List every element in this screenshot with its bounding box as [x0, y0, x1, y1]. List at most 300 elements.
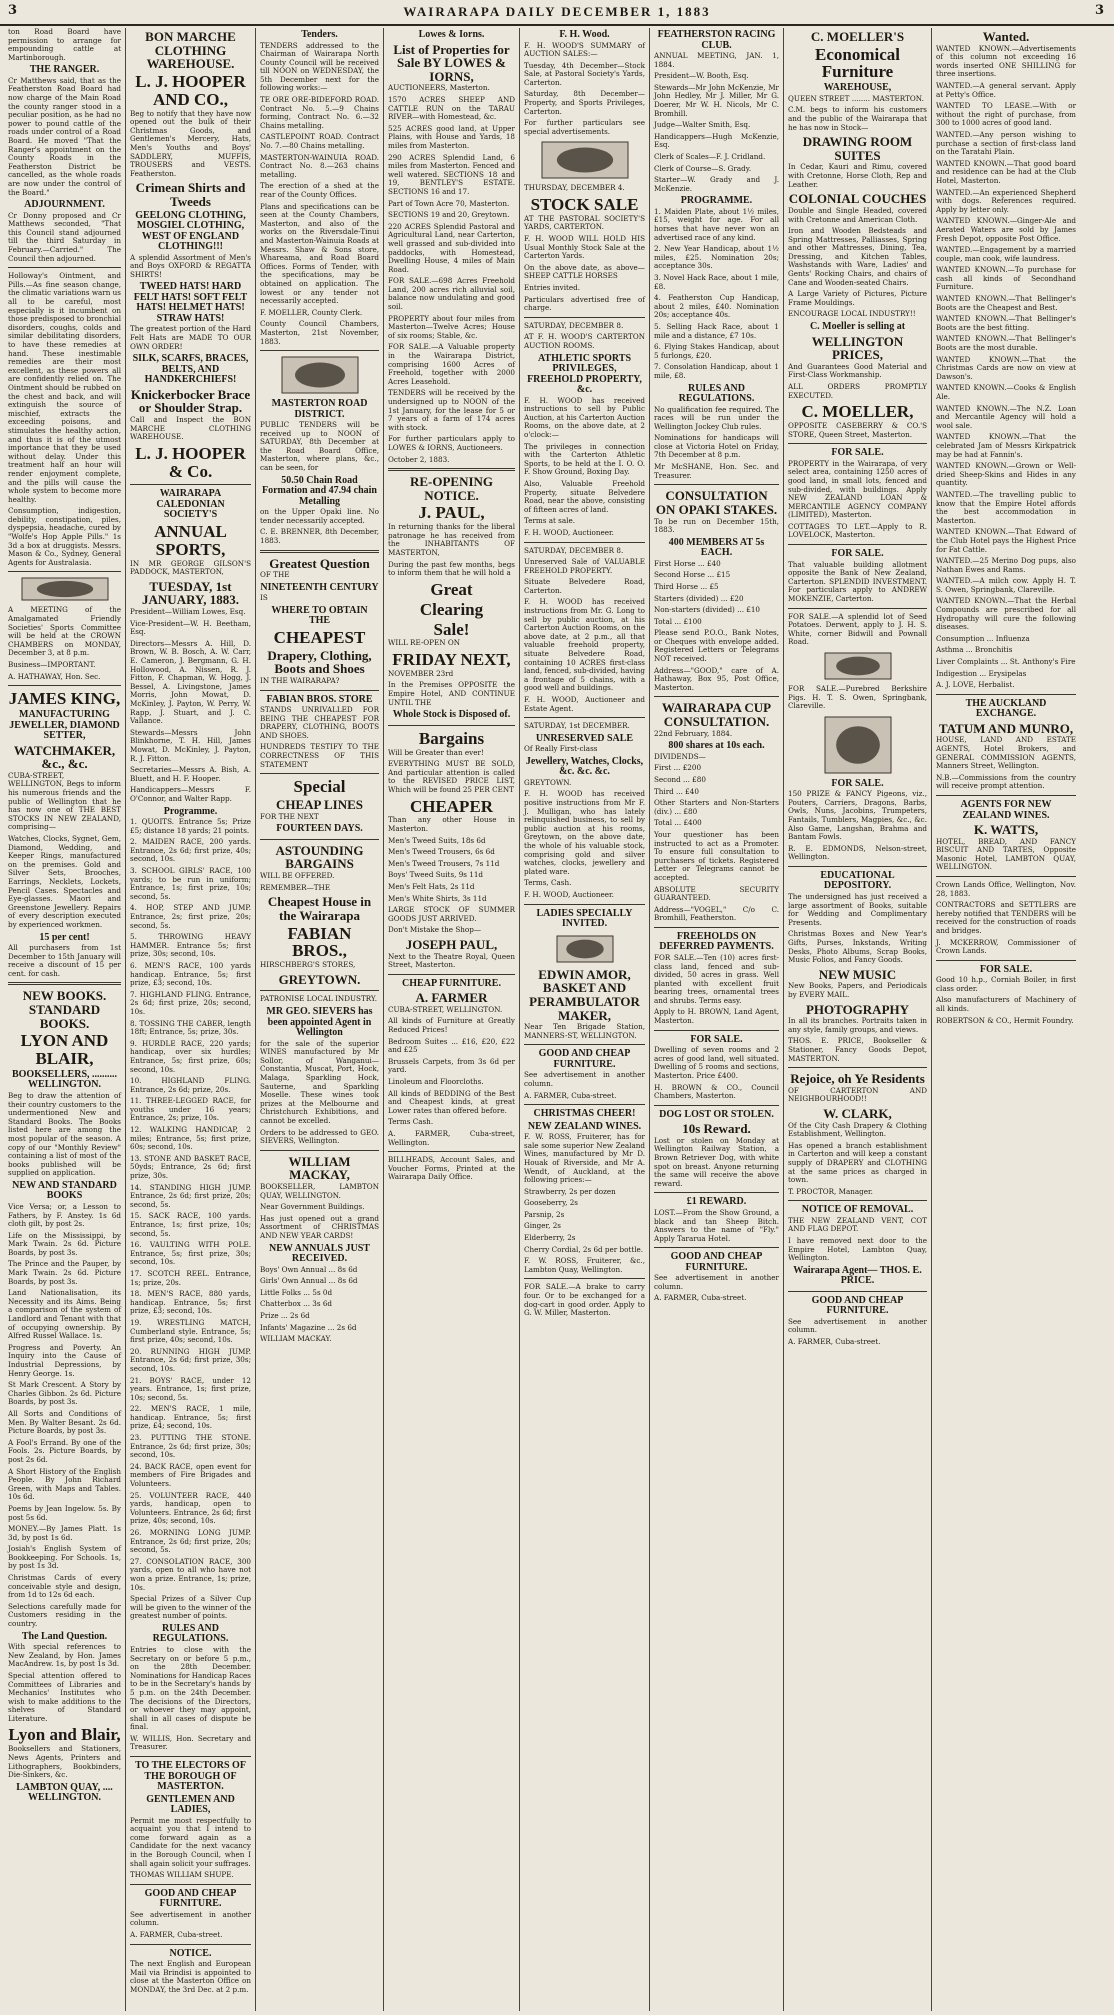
- text-paragraph: QUEEN STREET ........ MASTERTON.: [788, 93, 924, 103]
- text-paragraph: OF THE: [260, 570, 290, 580]
- ad-heading: TO THE ELECTORS OF THE BOROUGH OF MASTERTON.: [135, 1760, 246, 1793]
- text-paragraph: IS: [260, 593, 268, 603]
- text-paragraph: WANTED KNOWN.—Cooks & English Ale.: [936, 383, 1076, 402]
- text-paragraph: 5. THROWING HEAVY HAMMER. Entrance 5s; first prize, 30s; second, 10s.: [130, 932, 251, 959]
- text-paragraph: Secretaries—Messrs A. Bish, A. Bluett, and H. F. Hooper.: [130, 765, 251, 783]
- text-paragraph: Address—"VOGEL," C/o C. Bromhill, Featherston.: [654, 904, 779, 923]
- text-paragraph: WANTED KNOWN.—To purchase for cash all kinds of Secondhand Furniture.: [936, 265, 1076, 292]
- text-paragraph: Land Nationalisation, its Necessity and its Aims. Being a comparison of the system of Landlord and Tenant with that of occupying ownership. By Alfred Russel Wallace. 1s.: [8, 1288, 121, 1341]
- ad-heading: FABIAN BROS.,: [287, 923, 352, 961]
- text-paragraph: Clerk of Scales—F. J. Cridland.: [654, 151, 766, 161]
- text-paragraph: Has opened a branch establishment in Carterton and will keep a constant supply of DRAPERY and CLOTHING at the same prices as charged in town.: [788, 1140, 927, 1185]
- text-paragraph: The privileges in connection with the Carterton Athletic Sports, to be held at the I. O. O. F. Show Ground, Boxing Day.: [524, 441, 645, 477]
- ad-heading: NEW ANNUALS JUST RECEIVED.: [269, 1242, 370, 1265]
- ad-heading: GOOD AND CHEAP FURNITURE.: [144, 1887, 237, 1910]
- ad-heading: FOR SALE.: [831, 447, 884, 459]
- text-paragraph: 7. Consolation Handicap, about 1 mile, £8.: [654, 362, 779, 380]
- text-paragraph: 4. Featherston Cup Handicap, about 2 miles, £40. Nomination 20s; acceptance 40s.: [654, 293, 779, 320]
- text-paragraph: 1. Maiden Plate, about 1½ miles, £15, weight for age. For all horses that have never won an advertised race of any kind.: [654, 206, 779, 242]
- text-paragraph: Will be Greater than ever!: [388, 747, 484, 757]
- column-divider: [260, 839, 379, 840]
- ad-heading: DRAWING ROOM SUITES: [802, 134, 913, 163]
- text-paragraph: Holloway's Ointment, and Pills.—As fine season change, the climatic variations warn us all to be careful, most especially is it incumbent on those predisposed to bronchial disorders, coughs, colds and similar debilitating disorders, to have these remedies at hand. These inestimable remedies are their most excellent, as these powers all are confidently relied on. The Ointment should be rubbed on the chest and back, and will extinguish the source of mischief, extracts the exceeding poisons, and stimulates the healthy action, and thus it is of the utmost importance that they be used without delay. Under this treatment half an hour will render enjoyment complete, and the pills will cause the whole system to become more healthy.: [8, 271, 121, 504]
- text-paragraph: Third Horse ... £5: [654, 581, 719, 591]
- ad-heading: Wairarapa Agent— THOS. E. PRICE.: [793, 1264, 922, 1287]
- text-paragraph: Permit me most respectfully to acquaint you that I intend to come forward again as a Candidate for the next vacancy in the Borough Council, when I shall again solicit your suffrages.: [130, 1815, 251, 1868]
- column-divider: [524, 717, 645, 718]
- text-paragraph: WANTED KNOWN.—That the Christmas Cards are now on view at Dawson's.: [936, 354, 1076, 381]
- text-paragraph: Strawberry, 2s per dozen: [524, 1186, 616, 1196]
- text-paragraph: Terms, Cash.: [524, 878, 572, 888]
- text-paragraph: See advertisement in another column.: [788, 1316, 927, 1335]
- ad-heading: CHEAP LINES: [275, 797, 364, 813]
- text-paragraph: STANDS UNRIVALLED FOR BEING THE CHEAPEST FOR DRAPERY, CLOTHING, BOOTS AND SHOES.: [260, 705, 379, 740]
- text-paragraph: PATRONISE LOCAL INDUSTRY.: [260, 994, 378, 1004]
- text-paragraph: Christmas Boxes and New Year's Gifts, Purses, Inkstands, Writing Desks, Photo Albums, Scrap Books, Music Folios, and Fancy Goods.: [788, 929, 927, 965]
- ad-heading: Tenders.: [301, 29, 338, 40]
- text-paragraph: N.B.—Commissions from the country will receive prompt attention.: [936, 772, 1076, 791]
- text-paragraph: ENCOURAGE LOCAL INDUSTRY!!: [788, 309, 916, 319]
- text-paragraph: A. FARMER, Cuba-street.: [130, 1929, 223, 1939]
- ad-heading: LYON AND BLAIR,: [20, 1031, 109, 1069]
- text-paragraph: Saturday, 8th December—Property, and Sports Privileges, Carterton.: [524, 89, 645, 116]
- ad-heading: GOOD AND CHEAP FURNITURE.: [538, 1048, 631, 1070]
- text-paragraph: Nominations for handicaps will close at Victoria Hotel on Friday, 7th December at 8 p.m.: [654, 433, 779, 460]
- text-paragraph: BILLHEADS, Account Sales, and Voucher Forms, Printed at the Wairarapa Daily Office.: [388, 1155, 515, 1182]
- column-divider: [8, 267, 121, 268]
- ad-heading: THE AUCKLAND EXCHANGE.: [965, 697, 1047, 720]
- text-paragraph: Business—IMPORTANT.: [8, 660, 96, 669]
- column-4: [384, 28, 520, 2011]
- ad-heading: DOG LOST OR STOLEN.: [659, 1108, 774, 1120]
- text-paragraph: MONEY.—By James Platt. 1s 3d, by post 1s 6d.: [8, 1524, 121, 1542]
- text-paragraph: 11. THREE-LEGGED RACE, for youths under 16 years; Entrance, 2s; prize, 10s.: [130, 1096, 251, 1123]
- text-paragraph: Stewards—Messrs John Blinkhorne, T. H. Hill, James Mowat, D. McKinley, J. Payton, R. J. Fitton.: [130, 727, 251, 763]
- text-paragraph: IN THE WAIRARAPA?: [260, 675, 340, 685]
- text-paragraph: Men's Tweed Trousers, 7s 11d: [388, 858, 500, 868]
- basket-perambulator-illustration: [555, 934, 615, 964]
- text-paragraph: New Books, Papers, and Periodicals by EVERY MAIL.: [788, 981, 927, 999]
- column-divider: [788, 866, 927, 867]
- text-paragraph: C.M. begs to inform his customers and the public of the Wairarapa that he has now in Stock—: [788, 105, 927, 132]
- text-paragraph: J. MCKERROW, Commissioner of Crown Lands.: [936, 937, 1076, 956]
- text-paragraph: A. FARMER, Cuba-street.: [788, 1337, 881, 1346]
- text-paragraph: CUBA-STREET, WELLINGTON.: [388, 1004, 503, 1014]
- text-paragraph: County Council Chambers, Masterton, 21st November, 1883.: [260, 319, 379, 346]
- text-paragraph: SATURDAY, DECEMBER 8.: [524, 545, 624, 555]
- text-paragraph: Consumption, indigestion, debility, constipation, piles, dyspepsia, headache, cured by "Wolfe's Hop Apple Pills." 1s 3d a box at druggists. Messrs. Mason & Co., Sydney, General Agents for Australasia.: [8, 506, 121, 567]
- ad-heading: The Land Question.: [21, 1630, 108, 1642]
- text-paragraph: Men's Tweed Trousers, 6s 6d: [388, 847, 495, 857]
- ad-heading: PROGRAMME.: [680, 195, 753, 207]
- text-paragraph: A. FARMER, Cuba-street.: [654, 1293, 747, 1303]
- ad-heading: C. MOELLER'S: [810, 29, 905, 44]
- text-paragraph: MASTERTON-WAINUIA ROAD. Contract No. 8.—263 chains metalling.: [260, 152, 379, 179]
- text-paragraph: 8. TOSSING THE CABER, length 18ft; Entrance, 5s; prize, 30s.: [130, 1018, 251, 1037]
- text-paragraph: Double and Single Headed, covered with Cretonne and American Cloth.: [788, 205, 927, 224]
- text-paragraph: Cherry Cordial, 2s 6d per bottle.: [524, 1244, 644, 1254]
- text-paragraph: F. H. WOOD, Auctioneer.: [524, 890, 614, 899]
- page-number-left: 3: [8, 3, 18, 18]
- text-paragraph: CASTLEPOINT ROAD. Contract No. 7.—80 Chains metalling.: [260, 132, 379, 151]
- text-paragraph: Poems by Jean Ingelow. 5s. By post 5s 6d.: [8, 1503, 121, 1522]
- text-paragraph: HOUSE, LAND AND ESTATE AGENTS, Hotel Brokers, and GENERAL COMMISSION AGENTS, Manners Street, Wellington.: [936, 735, 1076, 771]
- text-paragraph: St Mark Crescent. A Story by Charles Gibbon. 2s 6d. Picture Boards, by post 3s.: [8, 1380, 121, 1407]
- ad-heading: EDWIN AMOR, BASKET AND PERAMBULATOR MAKER,: [529, 966, 640, 1023]
- ad-heading: Great: [430, 579, 473, 599]
- ad-heading: EDUCATIONAL DEPOSITORY.: [820, 869, 895, 892]
- text-paragraph: Cr Donny proposed and Cr Matthews seconded, "That this Council stand adjourned till the third Saturday in February.—Carried." The Council then adjourned.: [8, 210, 121, 263]
- text-paragraph: See advertisement in another column.: [130, 1909, 251, 1928]
- text-paragraph: Men's Tweed Suits, 18s 6d: [388, 835, 486, 845]
- ad-heading: F. H. Wood.: [559, 29, 610, 40]
- column-divider: [8, 571, 121, 572]
- text-paragraph: Unreserved Sale of VALUABLE FREEHOLD PROPERTY.: [524, 557, 645, 575]
- text-paragraph: Special Prizes of a Silver Cup will be given to the winner of the greatest number of points.: [130, 1594, 251, 1621]
- text-paragraph: Ginger, 2s: [524, 1221, 561, 1231]
- text-paragraph: Vice Versa; or, a Lesson to Fathers, by F. Anstey. 1s 6d cloth gilt, by post 2s.: [8, 1201, 121, 1229]
- ad-heading: Clearing: [419, 599, 484, 619]
- county-seal-illustration: [280, 355, 360, 395]
- ad-heading: FOURTEEN DAYS.: [276, 823, 363, 835]
- ad-heading: NEW ZEALAND WINES.: [527, 1120, 642, 1132]
- text-paragraph: Has just opened out a grand Assortment of CHRISTMAS AND NEW YEAR CARDS!: [260, 1213, 379, 1240]
- text-paragraph: WANTED KNOWN.—That Bellinger's Boots are the Cheapest and Best.: [936, 294, 1076, 312]
- column-divider: [260, 990, 379, 991]
- text-paragraph: Tuesday, 4th December—Stock Sale, at Pastoral Society's Yards, Carterton.: [524, 60, 645, 87]
- text-paragraph: A. HATHAWAY, Hon. Sec.: [8, 671, 101, 681]
- ad-heading: BON MARCHE CLOTHING WAREHOUSE.: [145, 29, 236, 72]
- text-paragraph: See advertisement in another column.: [524, 1070, 645, 1088]
- text-paragraph: WANTED KNOWN.—That Bellinger's Boots are the most durable.: [936, 334, 1076, 353]
- text-paragraph: T. PROCTOR, Manager.: [788, 1186, 873, 1196]
- ad-heading: C. Moeller is selling at: [809, 321, 906, 333]
- column-divider: [654, 1247, 779, 1248]
- text-paragraph: All Sorts and Conditions of Men. By Walter Besant. 2s 6d. Picture Boards, by post 3s.: [8, 1408, 121, 1436]
- text-paragraph: F. W. ROSS, Fruiterer, has for sale some superior New Zealand Wines, manufactured by Mr D. Houak of Riverside, and Mr A. Wendt, of Auckland, at the following prices:—: [524, 1132, 645, 1185]
- text-paragraph: DIVIDENDS—: [654, 751, 706, 761]
- text-paragraph: F. MOELLER, County Clerk.: [260, 307, 363, 317]
- text-paragraph: Parsnip, 2s: [524, 1209, 565, 1219]
- text-paragraph: WANTED KNOWN.—The N.Z. Loan and Mercantile Agency will hold a wool sale.: [936, 403, 1076, 430]
- column-divider: [130, 1756, 251, 1757]
- ad-heading: CHRISTMAS CHEER!: [533, 1108, 636, 1120]
- column-divider: [654, 1030, 779, 1031]
- text-paragraph: 16. VAULTING WITH POLE. Entrance, 5s; first prize, 30s; second, 10s.: [130, 1240, 251, 1267]
- text-paragraph: Linoleum and Floorcloths.: [388, 1077, 484, 1087]
- ad-heading: Wanted.: [982, 29, 1030, 44]
- text-paragraph: Lost or stolen on Monday at Wellington Railway Station, a Brown Retriever Dog, with white spot on breast. Anyone returning the same will receive the above reward.: [654, 1135, 779, 1188]
- text-paragraph: HOTEL, BREAD, AND FANCY BISCUIT AND TARTES, Opposite Masonic Hotel, LAMBTON QUAY, WELLINGTON.: [936, 836, 1076, 872]
- column-divider: [260, 773, 379, 774]
- text-paragraph: All kinds of BEDDING of the Best and Cheapest kinds, at great Lower rates than offered before.: [388, 1088, 515, 1115]
- text-paragraph: 1. QUOITS. Entrance 5s; Prize £5; distance 18 yards; 21 points.: [130, 817, 251, 835]
- ad-heading: AGENTS FOR NEW ZEALAND WINES.: [960, 799, 1052, 821]
- ad-heading: J. PAUL,: [418, 503, 485, 523]
- text-paragraph: 5. Selling Hack Race, about 1 mile and a distance, £7 10s.: [654, 321, 779, 340]
- text-paragraph: 3. Novel Hack Race, about 1 mile, £8.: [654, 272, 779, 291]
- text-paragraph: Starter—W. Grady and J. McKenzie.: [654, 175, 779, 193]
- text-paragraph: WILLIAM MACKAY.: [260, 1334, 332, 1344]
- text-paragraph: F. H. WOOD, Auctioneer and Estate Agent.: [524, 695, 645, 713]
- ad-heading: MANUFACTURING JEWELLER, DIAMOND SETTER,: [9, 709, 120, 742]
- text-paragraph: In returning thanks for the liberal patronage he has received from the INHABITANTS OF MASTERTON,: [388, 522, 515, 558]
- handshake-emblem-illustration: [20, 576, 110, 602]
- double-divider: [8, 982, 121, 985]
- ad-heading: GOOD AND CHEAP FURNITURE.: [670, 1251, 763, 1273]
- column-divider: [654, 1192, 779, 1193]
- text-paragraph: See advertisement in another column.: [654, 1273, 779, 1291]
- text-paragraph: 13. STONE AND BASKET RACE, 50yds; Entrance, 2s 6d; first prize, 30s.: [130, 1153, 251, 1181]
- column-divider: [8, 685, 121, 686]
- text-paragraph: R. E. EDMONDS, Nelson-street, Wellington.: [788, 843, 927, 862]
- ad-heading: Greatest Question: [269, 555, 370, 571]
- text-paragraph: Address—"GOOD," care of A. Hathaway, Box 95, Post Office, Masterton.: [654, 665, 779, 692]
- column-8: [932, 28, 1080, 2011]
- ad-heading: STOCK SALE: [530, 195, 639, 215]
- text-paragraph: Terms Cash.: [388, 1117, 434, 1127]
- text-paragraph: Near Ten Brigade Station, MANNERS-ST, WELLINGTON.: [524, 1022, 645, 1040]
- text-paragraph: LARGE STOCK OF SUMMER GOODS JUST ARRIVED.: [388, 905, 515, 923]
- text-paragraph: President—W. Booth, Esq.: [654, 71, 749, 81]
- ad-heading: Economical Furniture: [815, 44, 900, 82]
- text-paragraph: Selections carefully made for Customers residing in the country.: [8, 1601, 121, 1629]
- text-paragraph: Of the City Cash Drapery & Clothing Establishment, Wellington.: [788, 1120, 927, 1139]
- text-paragraph: Crown Lands Office, Wellington, Nov. 28, 1883.: [936, 880, 1076, 898]
- text-paragraph: Special attention offered to Committees of Libraries and Mechanics' Institutes who wish to make additions to the shelves of Standard Literature.: [8, 1670, 121, 1723]
- ad-heading: Special: [293, 777, 346, 797]
- ad-heading: Crimean Shirts and Tweeds: [135, 180, 246, 209]
- text-paragraph: Please send P.O.O., Bank Notes, or Cheques with envelope added. Registered Letters or Telegrams NOT received.: [654, 628, 779, 664]
- column-7: [784, 28, 932, 2011]
- column-divider: [788, 608, 927, 609]
- text-paragraph: WANTED KNOWN.—That good board and residence can be had at the Club Hotel, Masterton.: [936, 158, 1076, 185]
- text-paragraph: In all its branches. Portraits taken in any style, family groups, and views.: [788, 1016, 927, 1034]
- column-divider: [654, 484, 779, 485]
- text-paragraph: 22nd February, 1884.: [654, 728, 733, 738]
- text-paragraph: THOS. E. PRICE, Bookseller & Stationer, Fancy Goods Depot, MASTERTON.: [788, 1036, 927, 1063]
- text-paragraph: FOR SALE.—Ten (10) acres first-class land, fenced and sub-divided, 50 acres in grass. Well planted with excellent fruit bearing trees, ornamental trees and shrubs. Terms easy.: [654, 952, 779, 1005]
- ad-heading: WELLINGTON PRICES,: [811, 333, 904, 363]
- masthead: [0, 0, 1114, 26]
- ad-heading: NEW MUSIC: [818, 966, 897, 982]
- text-paragraph: Call and Inspect the BON MARCHE CLOTHING WAREHOUSE.: [130, 414, 251, 442]
- page-number-right: 3: [1094, 3, 1104, 18]
- text-paragraph: The next English and European Mail via Brindisi is appointed to close at the Masterton Office on MONDAY, the 3rd Dec. at 2 p.m.: [130, 1959, 251, 1994]
- double-divider: [388, 468, 515, 471]
- column-divider: [936, 960, 1076, 961]
- ad-heading: UNRESERVED SALE: [535, 732, 634, 744]
- text-paragraph: Situate Belvedere Road, Carterton.: [524, 577, 645, 595]
- text-paragraph: ROBERTSON & CO., Hermit Foundry.: [936, 1015, 1074, 1025]
- text-paragraph: The greatest portion of the Hard Felt Hats are MADE TO OUR OWN ORDER!: [130, 324, 251, 351]
- ad-heading: NEW AND STANDARD BOOKS: [12, 1179, 117, 1202]
- text-paragraph: With special references to New Zealand, by Hon. James MacAndrew. 1s, by post 1s 3d.: [8, 1642, 121, 1669]
- ad-heading: TUESDAY, 1st JANUARY, 1883.: [142, 578, 239, 608]
- ad-heading: BOOKSELLERS, .......... WELLINGTON.: [11, 1068, 118, 1091]
- text-paragraph: During the past few months, begs to inform them that he will hold a: [388, 559, 515, 578]
- text-paragraph: 25. VOLUNTEER RACE, 440 yards, handicap, open to Volunteers. Entrance, 2s 6d; first prize, 40s; second, 10s.: [130, 1490, 251, 1526]
- text-paragraph: 220 ACRES Splendid Pastoral and Agricultural Land, near Carterton, well grassed and sub-divided into paddocks, with Homestead, Dwelling House, 4 miles of Main Road.: [388, 221, 515, 274]
- text-paragraph: Near Government Buildings.: [260, 1202, 365, 1212]
- column-divider: [260, 690, 379, 691]
- text-paragraph: Handicappers—Hugh McKenzie, Esq.: [654, 131, 779, 150]
- ad-heading: NEW BOOKS. STANDARD BOOKS.: [22, 988, 107, 1031]
- text-paragraph: on the Upper Opaki line. No tender necessarily accepted.: [260, 507, 379, 525]
- text-paragraph: 12. WALKING HANDICAP, 2 miles; Entrance, 5s; first prize, 60s; second, 10s.: [130, 1125, 251, 1152]
- column-divider: [788, 1291, 927, 1292]
- ad-heading: Jewellery, Watches, Clocks, &c. &c. &c.: [525, 755, 644, 778]
- column-divider: [524, 904, 645, 905]
- ad-heading: W. CLARK,: [823, 1105, 892, 1121]
- text-paragraph: For further particulars see special advertisements.: [524, 118, 645, 136]
- text-paragraph: The undersigned has just received a large assortment of Books, suitable for Wedding and Complimentary Presents.: [788, 891, 927, 927]
- text-paragraph: Life on the Mississippi, by Mark Twain. 2s 6d. Picture Boards, by post 3s.: [8, 1230, 121, 1257]
- text-paragraph: AT F. H. WOOD'S CARTERTON AUCTION ROOMS.: [524, 332, 645, 350]
- text-paragraph: Booksellers and Stationers, News Agents, Printers and Lithographers, Bookbinders, Die-Sinkers, &c.: [8, 1744, 121, 1780]
- text-paragraph: Vice-President—W. H. Beetham, Esq.: [130, 618, 251, 637]
- text-paragraph: Handicappers—Messrs F. O'Connor, and Walter Rapp.: [130, 785, 251, 803]
- text-paragraph: Orders to be addressed to GEO. SIEVERS, Wellington.: [260, 1127, 379, 1146]
- text-paragraph: 6. MEN'S RACE, 100 yards handicap. Entrance, 5s; first prize, £3; second, 10s.: [130, 960, 251, 988]
- text-paragraph: No qualification fee required. The races will be run under the Wellington Jockey Club rules.: [654, 404, 779, 431]
- text-paragraph: WANTED KNOWN.—Grown or Well-dried Sheep-Skins and Hides in any quantity.: [936, 461, 1076, 488]
- text-paragraph: 23. PUTTING THE STONE. Entrance, 2s 6d; first prize, 30s; second, 10s.: [130, 1433, 251, 1460]
- ad-heading: L. J. HOOPER & Co.: [135, 443, 246, 481]
- text-paragraph: FOR SALE.—698 Acres Freehold Land, 200 acres rich alluvial soil, balance now undulating and good soil.: [388, 276, 515, 312]
- text-paragraph: HIRSCHBERG'S STORES,: [260, 960, 356, 970]
- column-divider: [524, 317, 645, 318]
- text-paragraph: Stewards—Mr John McKenzie, Mr John Hedley, Mr J. Miller, Mr G. Doerer, Mr W. H. Nicols, Mr C. Bromhill.: [654, 82, 779, 118]
- text-paragraph: Men's Felt Hats, 2s 11d: [388, 881, 475, 891]
- ad-heading: NOTICE.: [169, 1947, 212, 1959]
- text-paragraph: WANTED.—A milch cow. Apply H. T. S. Owen, Springbank, Clareville.: [936, 576, 1076, 594]
- text-paragraph: Iron and Wooden Bedsteads and Spring Mattresses, Palliasses, Spring and other Mattresses, Dining, Tea, Dressing, and Kitchen Tables, Washstands with Ware, Ladies' and Gents' Rocking Chairs, and chairs of Cane and Wooden-seated Chairs.: [788, 226, 927, 287]
- text-paragraph: TE ORE ORE-BIDEFORD ROAD. Contract No. 5.—9 Chains forming, Contract No. 6.—32 Chains metalling.: [260, 95, 379, 130]
- text-paragraph: 9. HURDLE RACE, 220 yards; handicap, over six hurdles; Entrance, 5s; first prize, 60s; second, 10s.: [130, 1038, 251, 1074]
- text-paragraph: A. J. LOVE, Herbalist.: [936, 680, 1015, 690]
- text-paragraph: And Guarantees Good Material and First-Class Workmanship.: [788, 361, 927, 380]
- text-paragraph: Infants' Magazine ... 2s 6d: [260, 1322, 357, 1332]
- text-paragraph: 525 ACRES good land, at Upper Plains, with House and Yards, 18 miles from Masterton.: [388, 123, 515, 150]
- text-paragraph: Brussels Carpets, from 3s 6d per yard.: [388, 1056, 515, 1075]
- column-divider: [654, 1105, 779, 1106]
- text-paragraph: WANTED.—The travelling public to know that the Empire Hotel affords the best accommodation in Masterton.: [936, 489, 1076, 525]
- text-paragraph: Other Starters and Non-Starters (div.) ... £80: [654, 798, 779, 816]
- text-paragraph: WILL BE OFFERED.: [260, 871, 335, 881]
- column-divider: [936, 876, 1076, 877]
- text-paragraph: Beg to draw the attention of their country customers to the undermentioned New and Standard Books. The Books listed here are among the most popular of the season. A copy of our "Monthly Review" containing a list of most of the books published will be supplied on application.: [8, 1090, 121, 1178]
- column-divider: [388, 725, 515, 726]
- rooster-illustration: [823, 715, 893, 775]
- text-paragraph: 150 PRIZE & FANCY Pigeons, viz., Pouters, Carriers, Dragons, Barbs, Owls, Nuns, Jacobins, Trumpeters, Fantails, Tumblers, Magpies, &c., &c. Also Game, Langshan, Brahma and Bantam Fowls.: [788, 789, 927, 842]
- ad-heading: TWEED HATS! HARD FELT HATS! SOFT FELT HATS! HELMET HATS! STRAW HATS!: [133, 281, 248, 324]
- ad-heading: FOR SALE.: [690, 1033, 743, 1045]
- text-paragraph: IN MR GEORGE GILSON'S PADDOCK, MASTERTON,: [130, 558, 251, 577]
- text-paragraph: Mr McSHANE, Hon. Sec. and Treasurer.: [654, 462, 779, 480]
- text-paragraph: Of Really First-class: [524, 744, 598, 754]
- text-paragraph: THE NEW ZEALAND VENT, COT AND FLAG DEPOT.: [788, 1215, 927, 1234]
- text-paragraph: First Horse ... £40: [654, 558, 721, 568]
- text-paragraph: F. H. WOOD WILL HOLD HIS Usual Monthly Stock Sale at the Carterton Yards.: [524, 234, 645, 261]
- text-paragraph: H. BROWN & CO., Council Chambers, Masterton.: [654, 1082, 779, 1101]
- ad-heading: GEELONG CLOTHING, MOSGIEL CLOTHING, WEST OF ENGLAND CLOTHING!!!: [135, 209, 246, 253]
- text-paragraph: F. H. WOOD'S SUMMARY of AUCTION SALES:—: [524, 40, 645, 59]
- text-paragraph: All purchasers from 1st December to 15th January will receive a discount of 15 per cent. for cash.: [8, 943, 121, 978]
- text-paragraph: A Fool's Errand. By one of the Fools. 2s. Picture Boards, by post 2s 6d.: [8, 1437, 121, 1464]
- text-paragraph: OPPOSITE CASEBERRY & CO.'S STORE, Queen Street, Masterton.: [788, 421, 927, 439]
- ad-heading: WILLIAM MACKAY,: [288, 1153, 351, 1183]
- text-paragraph: That valuable building allotment opposite the Bank of New Zealand, Carterton. SPLENDID INVESTMENT. For particulars apply to ANDREW MOKENZIE, Carterton.: [788, 559, 927, 603]
- text-paragraph: 290 ACRES Splendid Land, 6 miles from Masterton. Fenced and well watered. SECTIONS 18 and 19, BENTLEY'S ESTATE. SECTIONS 16 and 17.: [388, 152, 515, 196]
- text-paragraph: 10. HIGHLAND FLING. Entrance, 2s 6d; prize, 20s.: [130, 1076, 251, 1094]
- ad-heading: FOR SALE.: [831, 548, 884, 560]
- text-paragraph: For further particulars apply to LOWES & IORNS, Auctioneers.: [388, 434, 515, 452]
- text-paragraph: THOMAS WILLIAM SHUPE.: [130, 1870, 234, 1880]
- ad-heading: C. MOELLER,: [801, 402, 914, 422]
- text-paragraph: SATURDAY, 1st DECEMBER.: [524, 721, 630, 731]
- column-2: [126, 28, 256, 2011]
- ad-heading: THE RANGER.: [29, 64, 100, 76]
- double-divider: [260, 550, 379, 553]
- text-paragraph: Total ... £100: [654, 616, 702, 626]
- text-paragraph: Elderberry, 2s: [524, 1233, 576, 1243]
- ad-heading: MASTERTON ROAD DISTRICT.: [271, 398, 368, 420]
- text-paragraph: 14. STANDING HIGH JUMP. Entrance, 2s 6d; first prize, 20s; second, 5s.: [130, 1182, 251, 1209]
- text-paragraph: Also manufacturers of Machinery of all kinds.: [936, 995, 1076, 1014]
- text-paragraph: C. E. BRENNER, 8th December, 1883.: [260, 527, 379, 545]
- text-paragraph: 15. SACK RACE, 100 yards. Entrance, 1s; first prize, 10s; second, 5s.: [130, 1211, 251, 1238]
- text-paragraph: The erection of a shed at the rear of the County Offices.: [260, 181, 379, 199]
- text-paragraph: Boys' Own Annual ... 8s 6d: [260, 1264, 358, 1274]
- ad-heading: 800 shares at 10s each.: [668, 740, 765, 752]
- ad-heading: Lyon and Blair,: [8, 1725, 121, 1745]
- ad-heading: FREEHOLDS ON DEFERRED PAYMENTS.: [659, 930, 774, 953]
- text-paragraph: for the sale of the superior WINES manufactured by Mr Sollor, of Wanganui—Constantia, Muscat, Port, Hock, Malaga, Sparkling Hock, Sauterne, and Sparkling Moselle. These wines took prizes at the Melbourne and Christchurch Exhibitions, and cannot be excelled.: [260, 1038, 379, 1125]
- text-paragraph: Beg to notify that they have now opened out the bulk of their Christmas Goods, and Gentlemen's Mercery, Hats, Men's Youths and Boys' SADDLERY, MUFFIS, TROUSERS and VESTS. Featherston.: [130, 108, 251, 178]
- ad-heading: CHEAPEST: [273, 627, 366, 647]
- ad-heading: Programme.: [163, 805, 218, 817]
- text-paragraph: In Cedar, Kauri and Rimu, covered with Cretonne, Horse Cloth, Rep and Leather.: [788, 162, 927, 189]
- text-paragraph: 17. SCOTCH REEL. Entrance, 1s; prize, 20s.: [130, 1268, 251, 1287]
- column-divider: [388, 1151, 515, 1152]
- text-paragraph: F. H. WOOD has received positive instructions from Mr F. J. Mulligan, who has lately relinquished business, to sell by public auction at his rooms, Greytown, on the above date, the whole of his valuable stock, comprising gold and silver watches, clocks, jewellery and plated ware.: [524, 789, 645, 876]
- ad-heading: CHEAPER: [409, 796, 494, 816]
- ad-heading: Drapery, Clothing, Boots and Shoes: [267, 647, 372, 677]
- ad-heading: Whole Stock is Disposed of.: [392, 709, 511, 721]
- text-paragraph: COTTAGES TO LET.—Apply to R. LOVELOCK, Masterton.: [788, 521, 927, 540]
- text-paragraph: 27. CONSOLATION RACE, 300 yards, open to all who have not won a prize. Entrance, 1s; prize, 10s.: [130, 1556, 251, 1592]
- ad-heading: WAIRARAPA CUP CONSULTATION.: [661, 700, 772, 730]
- ram-stock-illustration: [540, 140, 630, 180]
- ad-heading: FRIDAY NEXT,: [392, 649, 511, 669]
- ad-heading: ASTOUNDING BARGAINS: [275, 842, 364, 872]
- text-paragraph: W. WILLIS, Hon. Secretary and Treasurer.: [130, 1733, 251, 1752]
- text-paragraph: WANTED KNOWN.—That Edward of the Club Hotel pays the Highest Price for Fat Cattle.: [936, 527, 1076, 554]
- text-paragraph: President—William Lowes, Esq.: [130, 607, 246, 617]
- text-paragraph: Judge—Walter Smith, Esq.: [654, 120, 751, 130]
- text-paragraph: 2. New Year Handicap, about 1½ miles, £25. Nomination 20s; acceptance 30s.: [654, 244, 779, 271]
- text-paragraph: Terms at sale.: [524, 516, 575, 526]
- text-paragraph: ton Road Board have permission to arrange for empounding cattle at Martinborough.: [8, 28, 121, 62]
- ad-heading: 15 per cent!: [39, 931, 90, 943]
- columns-container: [4, 28, 1110, 2011]
- text-paragraph: CUBA-STREET, WELLINGTON, Begs to inform his numerous friends and the public of Wellington that he has now one of THE BEST STOCKS IN NEW ZEALAND, comprising—: [8, 770, 121, 832]
- ad-heading: FEATHERSTON RACING CLUB.: [657, 29, 776, 51]
- text-paragraph: In the Premises OPPOSITE the Empire Hotel, AND CONTINUE UNTIL THE: [388, 680, 515, 707]
- ad-heading: CHEAP FURNITURE.: [402, 977, 501, 989]
- text-paragraph: 7. HIGHLAND FLING. Entrance, 2s 6d; first prize, 20s; second, 10s.: [130, 989, 251, 1016]
